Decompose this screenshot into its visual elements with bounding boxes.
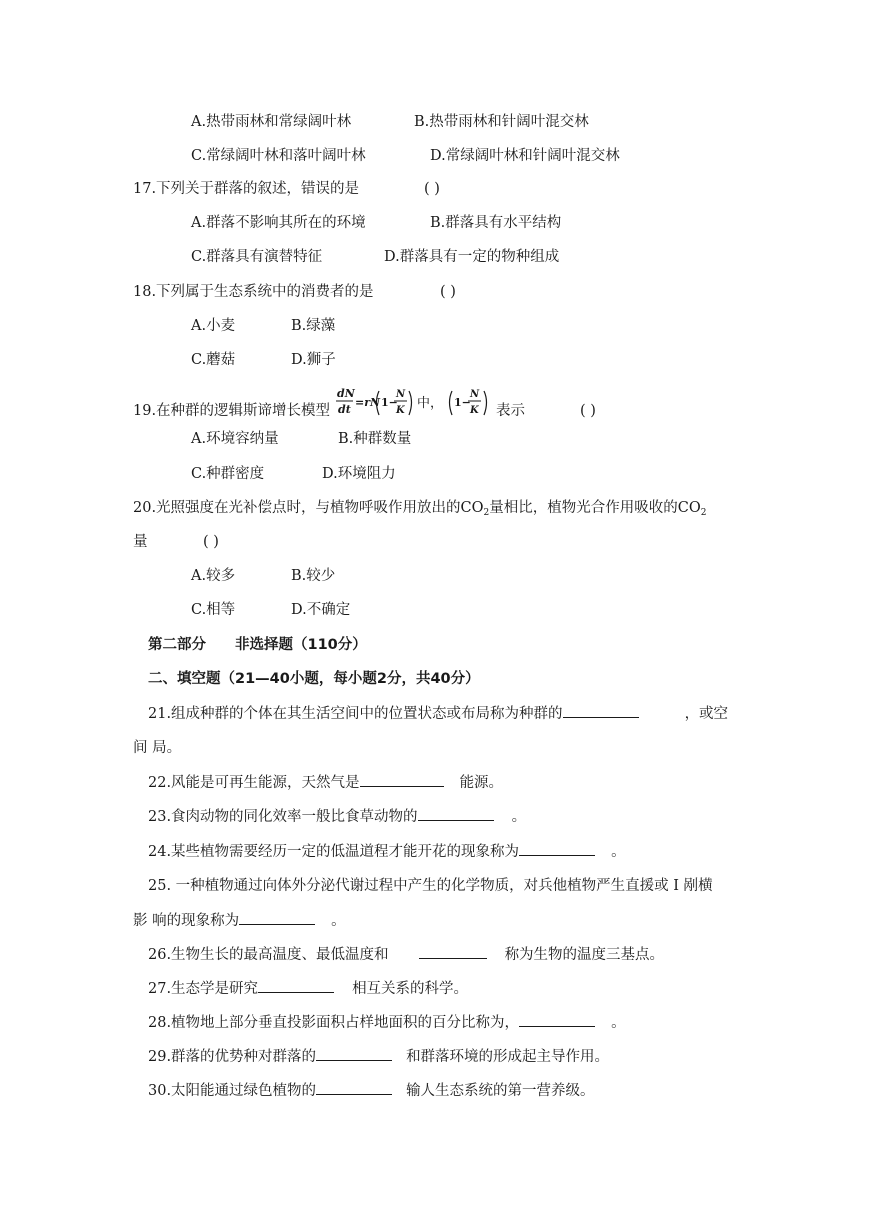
- q16-option-d: D.常绿阔叶林和针阔叶混交林: [430, 148, 620, 164]
- q21-blank[interactable]: [563, 703, 639, 718]
- q16-option-c: C.常绿阔叶林和落叶阔叶林: [191, 148, 366, 164]
- svg-text:dN: dN: [337, 387, 355, 400]
- q28: 28.植物地上部分垂直投影面积占样地面积的百分比称为， 。: [148, 1012, 626, 1033]
- q24: 24.某些植物需要经历一定的低温道程才能开花的现象称为 。: [148, 841, 626, 862]
- q19-option-d: D.环境阻力: [322, 466, 396, 482]
- svg-text:1−: 1−: [454, 396, 471, 409]
- q20-option-b: B.较少: [291, 568, 336, 584]
- q17-option-b: B.群落具有水平结构: [430, 215, 562, 231]
- svg-text:N: N: [396, 389, 406, 400]
- q30-blank[interactable]: [316, 1080, 392, 1095]
- logistic-formula: [334, 384, 500, 420]
- svg-text:1−: 1−: [381, 396, 398, 409]
- q17-stem: 17.下列关于群落的叙述，错误的是: [133, 181, 360, 197]
- q19-answer-paren: ( ): [580, 403, 596, 419]
- q29: 29.群落的优势种对群落的 和群落环境的形成起主导作用。: [148, 1046, 609, 1067]
- svg-text:K: K: [396, 405, 405, 416]
- q20-option-c: C.相等: [191, 602, 236, 618]
- q18-option-c: C.蘑菇: [191, 352, 236, 368]
- part2-title: 第二部分: [148, 637, 206, 653]
- q19-formula-mid: 中，: [417, 396, 444, 411]
- q24-blank[interactable]: [519, 841, 595, 856]
- svg-text:dt: dt: [338, 403, 351, 416]
- q20-answer-paren: ( ): [203, 534, 219, 550]
- q17-answer-paren: ( ): [424, 181, 440, 197]
- q17-option-c: C.群落具有演替特征: [191, 249, 323, 265]
- q19-stem: 19.在种群的逻辑斯谛增长模型: [133, 403, 331, 419]
- q19-option-a: A.环境容纳量: [191, 431, 279, 447]
- q19-option-b: B.种群数量: [338, 431, 412, 447]
- q26-blank[interactable]: [419, 944, 487, 959]
- q20-option-d: D.不确定: [291, 602, 351, 618]
- q19-stem-tail: 表示: [496, 403, 525, 419]
- q17-option-d: D.群落具有一定的物种组成: [384, 249, 560, 265]
- q22-blank[interactable]: [360, 772, 444, 787]
- q17-option-a: A.群落不影响其所在的环境: [191, 215, 366, 231]
- q25-blank[interactable]: [239, 910, 315, 925]
- q20-option-a: A.较多: [191, 568, 236, 584]
- q25-line2: 影 响的现象称为 。: [133, 910, 346, 931]
- q22: 22.风能是可再生能源，天然气是 能源。: [148, 772, 503, 793]
- q18-stem: 18.下列属于生态系统中的消费者的是: [133, 284, 374, 300]
- q26: 26.生物生长的最高温度、最低温度和 称为生物的温度三基点。: [148, 944, 664, 965]
- q28-blank[interactable]: [519, 1012, 595, 1027]
- q21-line1: 21.组成种群的个体在其生活空间中的位置状态或布局称为种群的 ，或空: [148, 703, 728, 724]
- q23-blank[interactable]: [418, 806, 494, 821]
- q30: 30.太阳能通过绿色植物的 输人生态系统的第一营养级。: [148, 1080, 595, 1101]
- q20-stem-line1: 20.光照强度在光补偿点时，与植物呼吸作用放出的$CO_2$量相比，植物光合作用吸收的$CO_2$: [133, 500, 707, 518]
- part2-subtitle: 非选择题（110分）: [235, 637, 367, 653]
- svg-text:N: N: [470, 389, 480, 400]
- section-fill-blank-heading: 二、填空题（21—40小题，每小题2分，共40分）: [148, 671, 480, 687]
- q27: 27.生态学是研究 相互关系的科学。: [148, 978, 468, 999]
- q20-stem-line2: 量: [133, 534, 148, 550]
- svg-text:=rN: =rN: [355, 396, 381, 409]
- q25-line1: 25. 一种植物通过向体外分泌代谢过程中产生的化学物质，对兵他植物严生直援或 I 剐横: [148, 878, 713, 894]
- svg-text:K: K: [470, 405, 479, 416]
- q16-option-a: A.热带雨林和常绿阔叶林: [191, 114, 352, 130]
- q18-answer-paren: ( ): [440, 284, 456, 300]
- q19-option-c: C.种群密度: [191, 466, 265, 482]
- q29-blank[interactable]: [316, 1046, 392, 1061]
- q23: 23.食肉动物的同化效率一般比食草动物的 。: [148, 806, 526, 827]
- q18-option-d: D.狮子: [291, 352, 336, 368]
- q27-blank[interactable]: [258, 978, 334, 993]
- q18-option-a: A.小麦: [191, 318, 236, 334]
- q18-option-b: B.绿藻: [291, 318, 336, 334]
- q21-line2: 间 局。: [133, 740, 182, 756]
- q16-option-b: B.热带雨林和针阔叶混交林: [414, 114, 589, 130]
